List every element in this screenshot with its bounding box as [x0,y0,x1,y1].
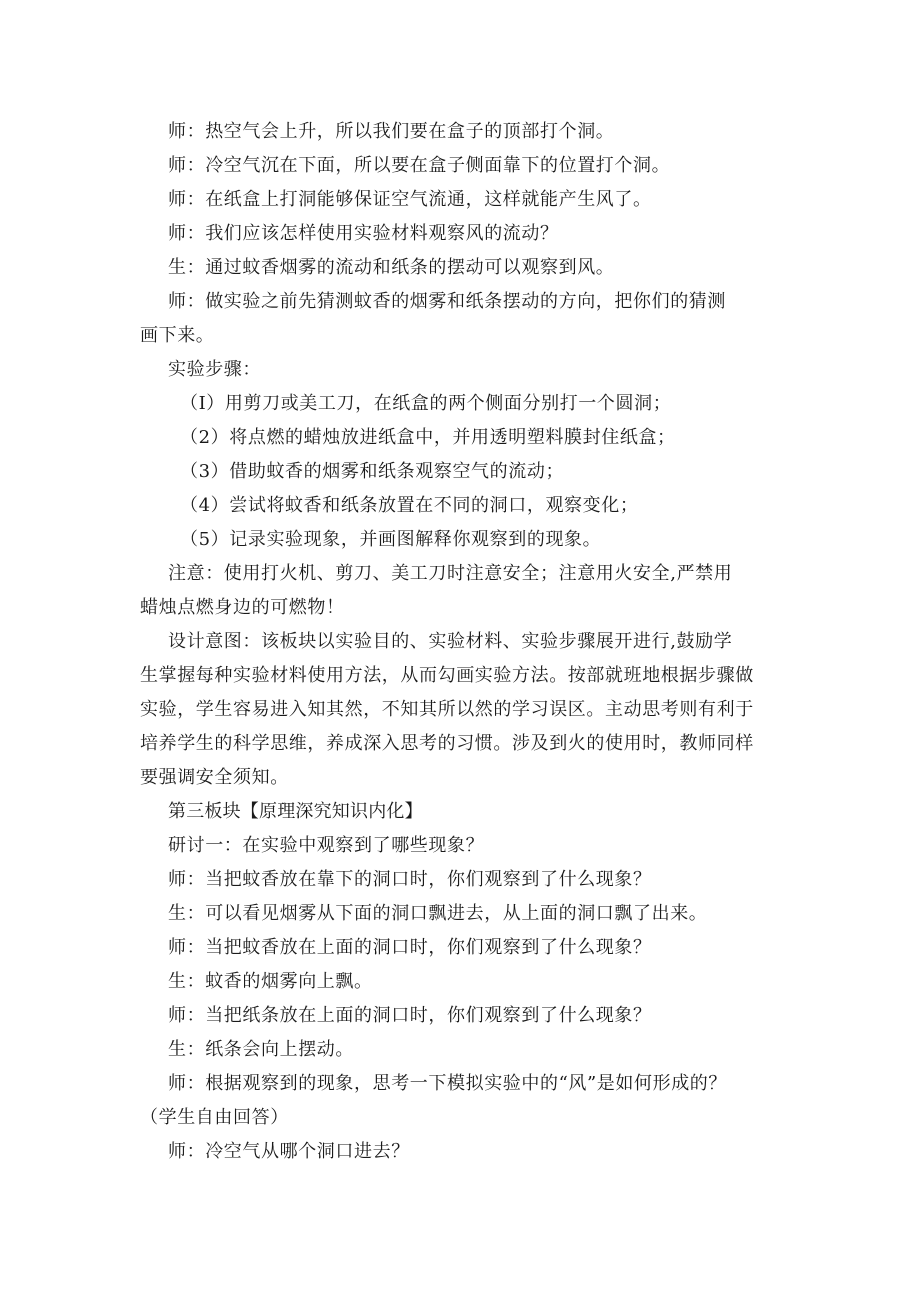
dialog-line-7: 师：根据观察到的现象，思考一下模拟实验中的“风”是如何形成的？ [168,1073,728,1094]
dialog-line-7-cont: （学生自由回答） [140,1107,289,1128]
note-line-1: 注意：使用打火机、剪刀、美工刀时注意安全；注意用火安全,严禁用 [168,563,733,584]
discussion-1: 研讨一：在实验中观察到了哪些现象？ [168,835,485,856]
dialog-line-1: 师：当把蚊香放在靠下的洞口时，你们观察到了什么现象？ [168,869,652,890]
step-3: （3）借助蚊香的烟雾和纸条观察空气的流动； [180,461,565,482]
paragraph-line-3: 师：在纸盒上打洞能够保证空气流通，这样就能产生风了。 [168,189,652,210]
step-4: （4）尝试将蚊香和纸条放置在不同的洞口，观察变化； [180,495,639,516]
note-line-2: 蜡烛点燃身边的可燃物！ [140,597,345,618]
step-5: （5）记录实验现象，并画图解释你观察到的现象。 [180,529,602,550]
paragraph-line-5: 生：通过蚊香烟雾的流动和纸条的摆动可以观察到风。 [168,257,615,278]
dialog-line-5: 师：当把纸条放在上面的洞口时，你们观察到了什么现象？ [168,1005,652,1026]
paragraph-line-6: 师：做实验之前先猜测蚊香的烟雾和纸条摆动的方向，把你们的猜测 [168,291,726,312]
paragraph-line-4: 师：我们应该怎样使用实验材料观察风的流动？ [168,223,559,244]
dialog-line-8: 师：冷空气从哪个洞口进去？ [168,1141,410,1162]
design-intent-line-2: 生掌握每种实验材料使用方法，从而勾画实验方法。按部就班地根据步骤做 [140,665,754,686]
step-1: （I）用剪刀或美工刀，在纸盒的两个侧面分别打一个圆洞； [180,393,672,414]
paragraph-line-6-cont: 画下来。 [140,325,215,346]
paragraph-line-1: 师：热空气会上升，所以我们要在盒子的顶部打个洞。 [168,121,615,142]
design-intent-line-5: 要强调安全须知。 [140,767,289,788]
step-2: （2）将点燃的蜡烛放进纸盒中，并用透明塑料膜封住纸盒； [180,427,676,448]
dialog-line-3: 师：当把蚊香放在上面的洞口时，你们观察到了什么现象？ [168,937,652,958]
dialog-line-6: 生：纸条会向上摆动。 [168,1039,354,1060]
design-intent-line-1: 设计意图：该板块以实验目的、实验材料、实验步骤展开进行,鼓励学 [168,631,733,652]
dialog-line-2: 生：可以看见烟雾从下面的洞口飘进去，从上面的洞口飘了出来。 [168,903,708,924]
section-heading-steps: 实验步骤： [168,359,261,380]
paragraph-line-2: 师：冷空气沉在下面，所以要在盒子侧面靠下的位置打个洞。 [168,155,671,176]
section-title-3: 第三板块【原理深究知识内化】 [168,801,423,822]
design-intent-line-4: 培养学生的科学思维，养成深入思考的习惯。涉及到火的使用时，教师同样 [140,733,754,754]
design-intent-line-3: 实验，学生容易进入知其然，不知其所以然的学习误区。主动思考则有利于 [140,699,754,720]
dialog-line-4: 生：蚊香的烟雾向上飘。 [168,971,373,992]
